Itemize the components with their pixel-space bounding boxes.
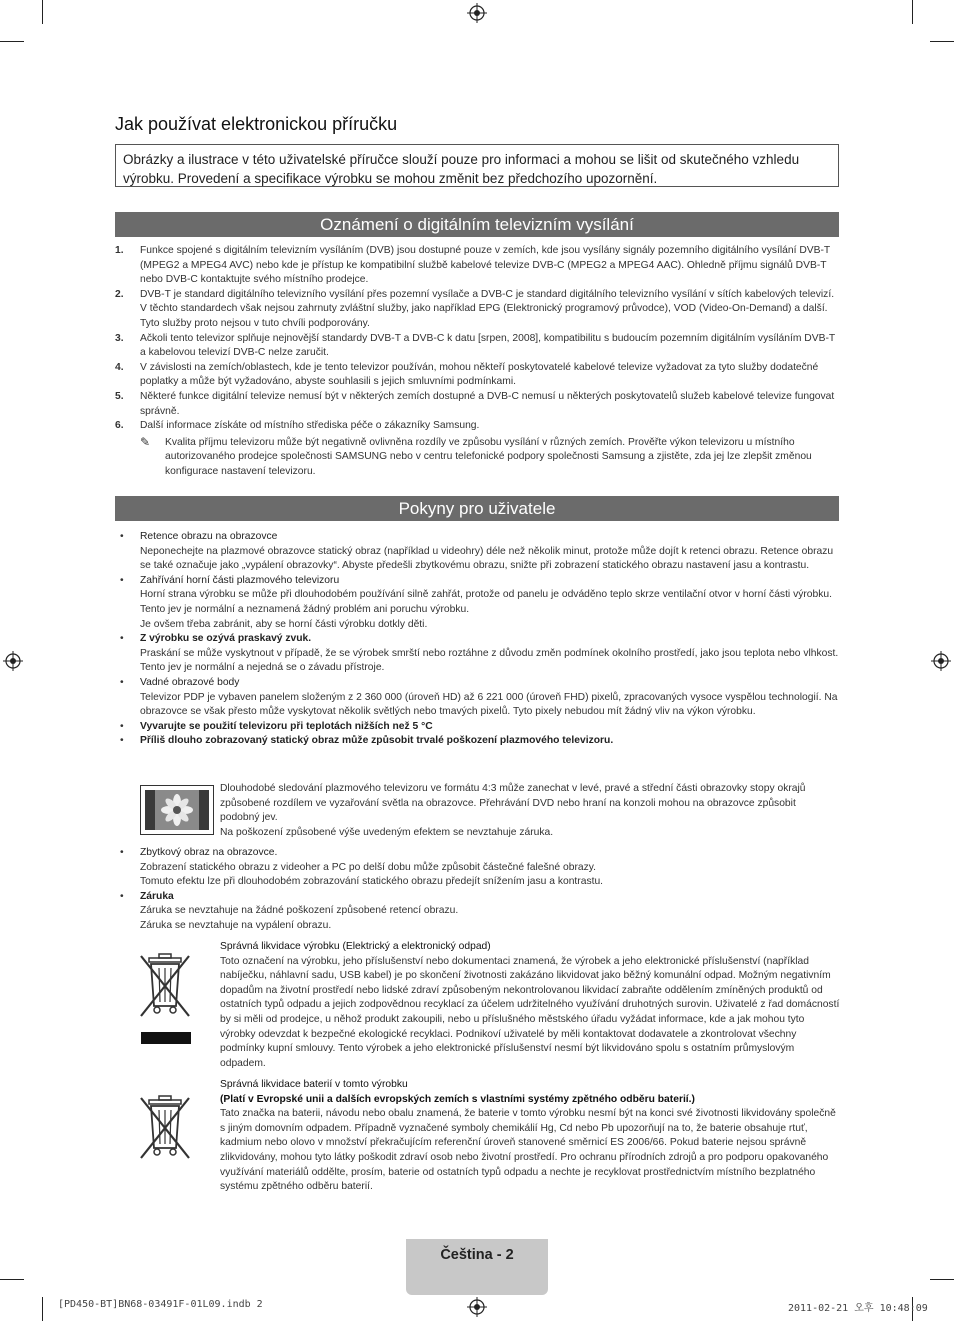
bullet-icon: •: [120, 720, 124, 732]
item-text: DVB-T je standard digitálního televizního vysílání přes pozemní vysílače a DVB-C je standard digitálního televizního vysílání v sítích kabelových televizí. V těchto standardech však nejsou zahrnuty zvláštní služby, jako například EPG (Elektronický programový průvodce), VOD (Video-On-Demand) a další. Tyto služby proto nejsou v tuto chvíli podporovány.: [140, 288, 835, 329]
crop-mark: [912, 0, 913, 24]
screen-burn-illustration: [140, 785, 214, 835]
battery-disposal: [220, 1078, 840, 1195]
list-item: [115, 632, 839, 676]
list-item: [115, 574, 839, 632]
crop-mark: [0, 41, 24, 42]
list-item: [115, 288, 839, 332]
item-heading: Příliš dlouho zobrazovaný statický obraz může způsobit trvalé poškození plazmového televizoru.: [140, 735, 614, 747]
print-timestamp: 2011-02-21 오후 10:48:09: [788, 1303, 928, 1314]
item-body: Neponechejte na plazmové obrazovce statický obraz (například u videohry) déle než několik minut, protože může dojít k retenci obrazu. Retence obrazu se také označuje jako „vypálení obrazovky“. Abyste předešli zbytkovému obrazu, snižte při zobrazení statického obrazu nastavení jasu a kontrastu.: [140, 545, 834, 572]
battery-body: Tato značka na baterii, návodu nebo obalu znamená, že baterie v tomto výrobku nesmí být na konci své životnosti likvidovány společně s jiným domovním odpadem. Případně vyznačené symboly chemikálií Hg, Cd nebo Pb upozorňují na to, že baterie obsahuje rtuť, kadmium nebo olovo v množství překračujícím referenční úroveň stanovené směrnicí ES 2006/66. Pokud baterie nejsou správně zlikvidovány, mohou tyto látky poškodit zdraví osob nebo životní prostředí. Pro ochranu přírodních zdrojů a pro podporu opakovaného využívání materiálů oddělte, prosím, baterie od ostatních typů odpadu a nechte je recyklovat prostřednictvím místního bezplatného systému zpětného odběru baterií.: [220, 1108, 836, 1193]
crop-mark: [42, 0, 43, 24]
weee-body: Toto označení na výrobku, jeho příslušenství nebo dokumentaci znamená, že výrobek a jeho elektronické příslušenství (například nabíječku, náhlavní sadu, USB kabel) je po skončení životnosti zakázáno likvidovat jako běžný komunální odpad. Možným negativním dopadům na životní prostředí nebo lidské zdraví způsobeným nekontrolovanou likvidací zabraňte oddělením zmíněných produktů od ostatních typů odpadu a jejich zodpovědnou recyklací za účelem udržitelného využívání druhotných surovin. Uživatelé z řad domácností by si měli od prodejce, u něhož produkt zakoupili, nebo u příslušného městského úřadu vyžádat informace, kde a jak mohou tyto výrobky odevzdat k bezpečné ekologické recyklaci. Podnikoví uživatelé by měli kontaktovat dodavatele a zkontrolovat všechny podmínky kupní smlouvy. Tento výrobek a jeho elektronické příslušenství nesmí být likvidováno spolu s ostatním průmyslovým odpadem.: [220, 955, 840, 1069]
battery-title: Správná likvidace baterií v tomto výrobku: [220, 1079, 408, 1090]
battery-subtitle: (Platí v Evropské unii a dalších evropských zemích s vlastními systémy zpětného odběru baterií.): [220, 1093, 695, 1105]
crop-mark: [42, 1297, 43, 1321]
item-text: V závislosti na zemích/oblastech, kde je tento televizor používán, mohou někteří poskytovatelé kabelové televize vyžadovat za tyto služby dodatečné poplatky a může být vyžadováno, abyste souhlasili s jejich smluvními podmínkami.: [140, 361, 819, 388]
item-number: 2.: [115, 288, 124, 300]
bullet-icon: •: [120, 531, 124, 542]
list-item: [115, 332, 839, 361]
item-number: 3.: [115, 332, 124, 344]
item-heading: Zbytkový obraz na obrazovce.: [140, 847, 278, 858]
item-heading: Záruka: [140, 890, 174, 902]
user-instructions-list-continued: [115, 846, 839, 934]
bullet-icon: •: [120, 890, 124, 902]
section-heading-user-instructions: Pokyny pro uživatele: [115, 496, 839, 521]
item-number: 6.: [115, 420, 124, 432]
screen-image: [145, 790, 209, 830]
list-item: [115, 676, 839, 720]
bullet-icon: •: [120, 735, 124, 747]
crossed-bin-icon: [135, 952, 195, 1048]
bullet-icon: •: [120, 676, 124, 688]
registration-mark-icon: [467, 1297, 487, 1317]
item-text: Další informace získáte od místního střediska péče o zákazníky Samsung.: [140, 420, 480, 432]
screen-burn-text: Dlouhodobé sledování plazmového televizoru ve formátu 4:3 může zanechat v levé, pravé a střední části obrazovky stopy okrajů způsobené rozdílem ve vyzařování světla na obrazovce. Přehrávání DVD nebo hraní na konzoli mohou na obrazovce způsobit podobný jev. Na poškození způsobené výše uvedeným efektem se nevztahuje záruka.: [220, 783, 806, 838]
list-item: [115, 530, 839, 574]
registration-mark-icon: [3, 651, 23, 671]
item-heading: Vadné obrazové body: [140, 676, 240, 688]
list-item: [115, 390, 839, 419]
weee-title: Správná likvidace výrobku (Elektrický a elektronický odpad): [220, 941, 491, 952]
list-item: [115, 734, 839, 749]
list-item: [115, 846, 839, 890]
weee-disposal: [220, 940, 840, 1071]
list-item: [115, 361, 839, 390]
crop-mark: [0, 1279, 24, 1280]
item-number: 5.: [115, 390, 124, 402]
list-item: [115, 244, 839, 288]
bullet-icon: •: [120, 847, 124, 858]
note-text: Kvalita příjmu televizoru může být negativně ovlivněna rozdíly ve způsobu vysílání v různých zemích. Prověřte výkon televizoru u místního autorizovaného prodejce společnosti SAMSUNG nebo v centru telefonické podpory společnosti Samsung a zjistěte, zda jej lze zlepšit změnou konfigurace nastavení televizoru.: [165, 436, 812, 477]
bullet-icon: •: [120, 574, 124, 586]
item-number: 4.: [115, 361, 124, 373]
list-item: [115, 720, 839, 735]
crop-mark: [930, 1279, 954, 1280]
item-text: Některé funkce digitální televize nemusí být v některých zemích dostupné a DVB-C nemusí u některých poskytovatelů služeb kabelové televize fungovat správně.: [140, 390, 835, 417]
item-body: Horní strana výrobku se může při dlouhodobém používání silně zahřát, protože od panelu je odváděno teplo skrze ventilační otvor v horní části výrobku. Tento jev je normální a neznamená žádný problém ani poruchu výrobku. Je ovšem třeba zabránit, aby se horní části výrobku dotkly děti.: [140, 589, 832, 630]
page-title: Jak používat elektronickou příručku: [115, 114, 398, 134]
file-info: [PD450-BT]BN68-03491F-01L09.indb 2: [58, 1299, 263, 1310]
item-body: Záruka se nevztahuje na žádné poškození způsobené retencí obrazu. Záruka se nevztahuje na vypálení obrazu.: [140, 905, 459, 931]
note-pencil-icon: ✎: [140, 434, 151, 449]
registration-mark-icon: [467, 3, 487, 23]
crossed-battery-bin-icon: [135, 1094, 195, 1166]
item-body: Praskání se může vyskytnout v případě, že se výrobek smrští nebo roztáhne z důvodu změn podmínek okolního prostředí, jako jsou teplota nebo vlhkost. Tento jev je normální a nejedná se o závadu přístroje.: [140, 647, 839, 674]
item-heading: Vyvarujte se použití televizoru při teplotách nižších než 5 °C: [140, 720, 433, 732]
item-number: 1.: [115, 245, 124, 256]
item-text: Funkce spojené s digitálním televizním vysíláním (DVB) jsou dostupné pouze v zemích, kde jsou vysílány signály pozemního digitálního vysílání DVB-T (MPEG2 a MPEG4 AVC) nebo kde je přístup ke kompatibilní službě kabelové televize DVB-C (MPEG2 a MPEG4 AAC). Ohledně příjmu signálů DVB-T nebo DVB-C kontaktujte svého místního prodejce.: [140, 245, 831, 286]
page-number-tab: Čeština - 2: [406, 1239, 548, 1295]
section-heading-digital-broadcast: Oznámení o digitálním televizním vysílání: [115, 212, 839, 237]
item-heading: Zahřívání horní části plazmového televizoru: [140, 574, 340, 586]
flower-icon: [145, 790, 209, 830]
digital-broadcast-list: [115, 244, 839, 480]
crop-mark: [930, 41, 954, 42]
item-text: Ačkoli tento televizor splňuje nejnovější standardy DVB-T a DVB-C k datu [srpen, 2008], kompatibilitu s budoucím pozemním digitálním vysíláním DVB-T a kabelovou televizí DVB-C nelze zaručit.: [140, 332, 835, 359]
note: [115, 436, 839, 480]
list-item: [115, 419, 839, 434]
registration-mark-icon: [931, 651, 951, 671]
item-heading: Retence obrazu na obrazovce: [140, 531, 278, 542]
list-item: [115, 890, 839, 934]
disclaimer-box: Obrázky a ilustrace v této uživatelské příručce slouží pouze pro informaci a mohou se lišit od skutečného vzhledu výrobku. Provedení a specifikace výrobku se mohou změnit bez předchozího upozornění.: [115, 144, 839, 187]
item-heading: Z výrobku se ozývá praskavý zvuk.: [140, 633, 312, 645]
bullet-icon: •: [120, 633, 124, 645]
item-body: Televizor PDP je vybaven panelem složeným z 2 360 000 (úroveň HD) až 6 221 000 (úroveň FHD) pixelů, zpracovaných vysoce vyspělou technologií. Na obrazovce se však přesto může vyskytovat několik světlých nebo tmavých pixelů. Tyto pixely nebudou mít žádný vliv na výkon výrobku.: [140, 691, 838, 718]
item-body: Zobrazení statického obrazu z videoher a PC po delší dobu může způsobit částečné falešné obrazy. Tomuto efektu lze při dlouhodobém zobrazování statického obrazu předejít snížením jasu a kontrastu.: [140, 861, 604, 888]
user-instructions-list: [115, 530, 839, 749]
